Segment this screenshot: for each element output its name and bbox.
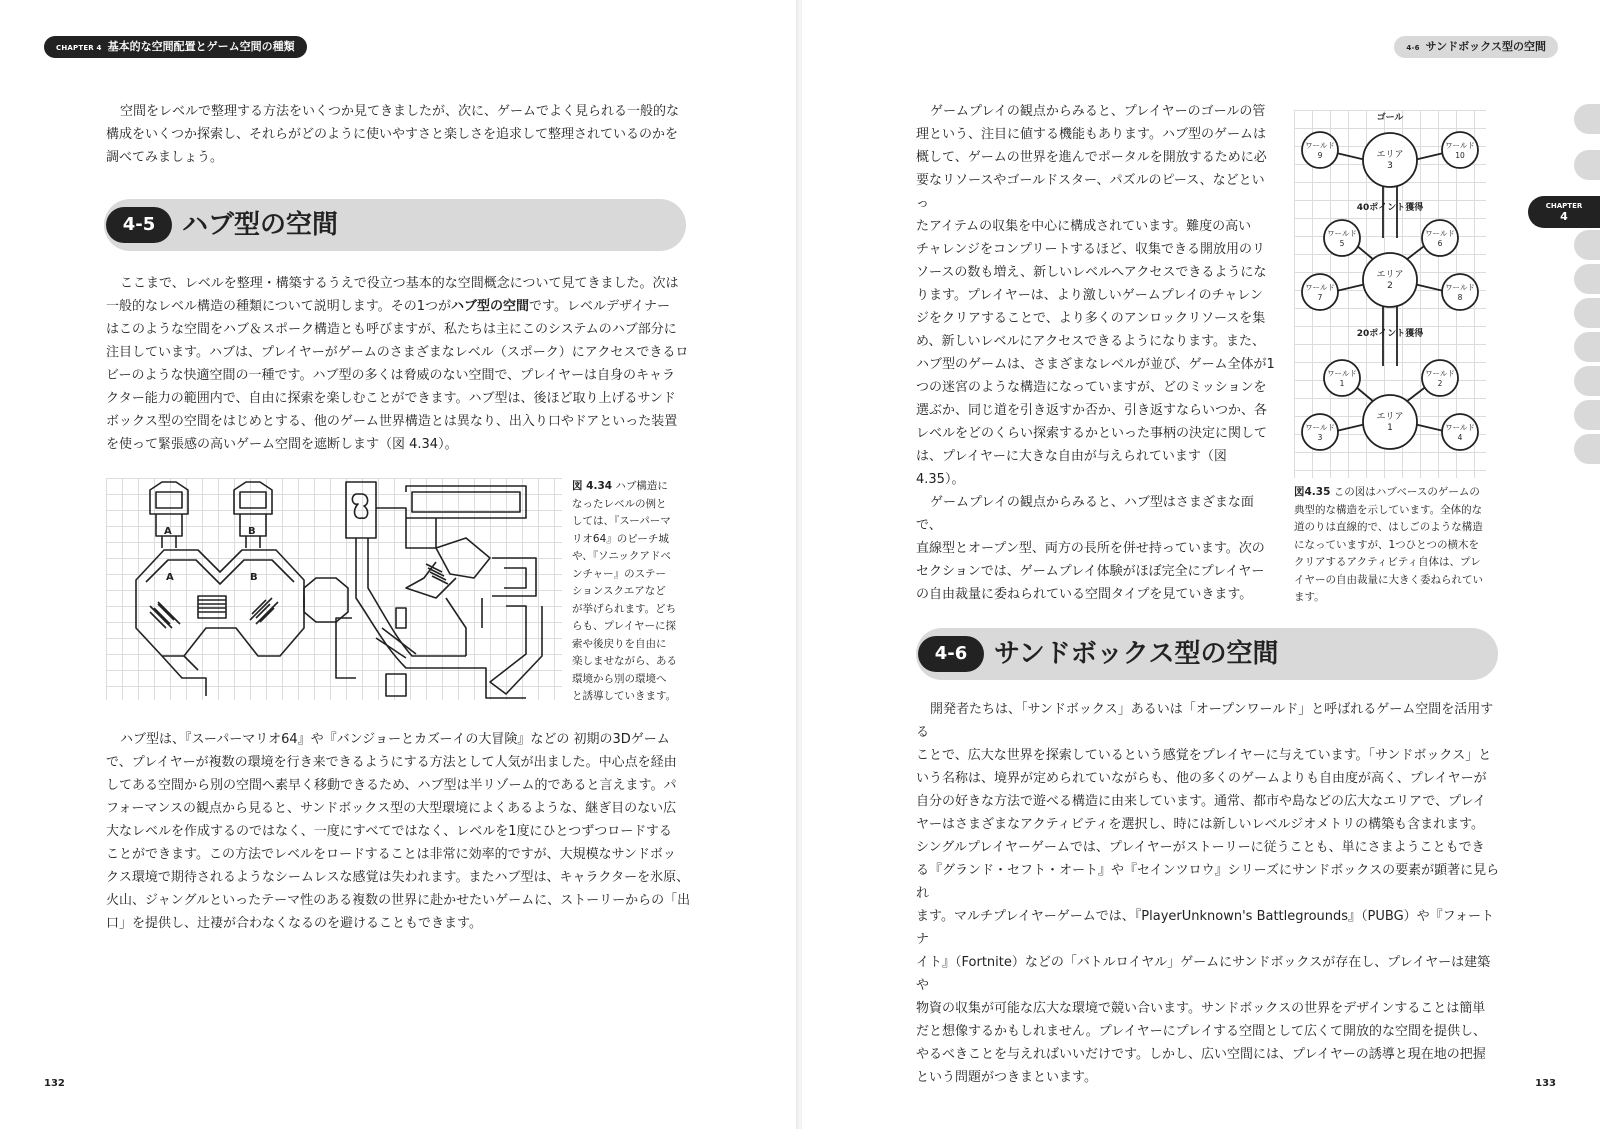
body-line: ヤーはさまざまなアクティビティを選択し、時には新しいレベルジオメトリの構築も含まれます。 [916, 817, 1485, 832]
world-label: ワールド [1327, 229, 1357, 238]
world-number: 6 [1437, 239, 1443, 248]
body-line: ことで、広大な世界を探索しているという感覚をプレイヤーに与えています。「サンドボックス」と [916, 748, 1492, 763]
thumb-tab-number: 4 [1560, 210, 1568, 223]
world-number: 8 [1457, 293, 1463, 302]
mark-a-top: A [164, 526, 172, 537]
caption-line: なったレベルの例と [572, 497, 667, 510]
body-line: ここまで、レベルを整理・構築するうえで役立つ基本的な空間概念について見てきました。次は [120, 276, 679, 291]
body-line: 直線型とオープン型、両方の長所を併せ持っています。次の [916, 541, 1265, 556]
mark-b-top: B [248, 526, 256, 537]
body-line: の自由裁量に委ねられている空間タイプを見ていきます。 [916, 587, 1253, 602]
body-text: 一般的なレベル構造の種類について説明します。その1つが [106, 299, 451, 314]
body-line: ます。マルチプレイヤーゲームでは、『PlayerUnknown's Battlegrounds』（PUBG）や『フォートナ [916, 909, 1494, 947]
body-text: です。レベルデザイナー [529, 299, 671, 314]
world-label: ワールド [1327, 369, 1357, 378]
world-label: ワールド [1425, 369, 1455, 378]
thumb-tab [1574, 400, 1600, 430]
chapter-header-label: CHAPTER 4 [56, 44, 102, 52]
caption-line: ます。 [1294, 591, 1325, 603]
caption-line: リオ64』のピーチ城 [572, 532, 669, 545]
area-number: 2 [1387, 281, 1393, 291]
caption-line: 索や後戻りを自由に [572, 637, 667, 650]
area-label: エリア [1376, 150, 1404, 160]
caption-line: になっていますが、1つひとつの横木を [1294, 538, 1479, 551]
body-line: クター能力の範囲内で、自由に探索を楽しむことができます。ハブ型は、後ほど取り上げるサンド [106, 391, 676, 406]
intro-line: 空間をレベルで整理する方法をいくつか見てきましたが、次に、ゲームでよく見られる一般的な [120, 104, 680, 119]
section-heading-4-5 [104, 199, 686, 251]
thumb-tab [1574, 230, 1600, 260]
world-label: ワールド [1305, 423, 1335, 432]
thumb-tab [1574, 366, 1600, 396]
body-line: クス環境で期待されるようなシームレスな感覚は失われます。またハブ型は、キャラクターを氷原、 [106, 870, 690, 885]
thumb-tab [1574, 264, 1600, 294]
body-line: シングルプレイヤーゲームでは、プレイヤーがストーリーに従うことも、単にさまようこともでき [916, 840, 1485, 855]
caption-label: 図4.35 [1294, 486, 1331, 498]
caption-line [1294, 484, 1490, 502]
intro-paragraph [106, 100, 692, 169]
body-line: 開発者たちは、「サンドボックス」あるいは「オープンワールド」と呼ばれるゲーム空間を活用する [916, 702, 1494, 740]
caption-line: イヤーの自由裁量に大きく委ねられてい [1294, 573, 1483, 586]
body-line: 大なレベルを作成するのではなく、一度にすべてではなく、レベルを1度にひとつずつロードする [106, 824, 672, 839]
section-heading-4-6 [916, 628, 1498, 680]
thumb-tab-chapter-4 [1528, 196, 1600, 228]
right-page [802, 0, 1600, 1129]
sandbox-body-paragraph [916, 698, 1502, 1089]
section-title: サンドボックス型の空間 [994, 639, 1279, 669]
caption-line: が挙げられます。どち [572, 602, 677, 615]
mark-a-room: A [166, 572, 174, 583]
area-label: エリア [1376, 270, 1404, 280]
body-line: ボックス型の空間をはじめとする、他のゲーム世界構造とは異なり、出入り口やドアといった装置 [106, 414, 678, 429]
body-line: は、プレイヤーに大きな自由が与えられています（図 4.35）。 [916, 449, 1227, 487]
caption-line: 道のりは直線的で、はしごのような構造 [1294, 521, 1483, 533]
body-line: 選ぶか、同じ道を引き返すか否か、引き返すならいつか、各 [916, 403, 1268, 418]
body-line: つの迷宮のような構造になっていますが、どのミッションを [916, 380, 1267, 395]
area-number: 1 [1387, 423, 1393, 433]
thumb-tab [1574, 434, 1600, 464]
body-line: 口」を提供し、辻褄が合わなくなるのを避けることもできます。 [106, 916, 482, 931]
goal-label: ゴール [1376, 113, 1404, 123]
world-number: 9 [1317, 151, 1323, 160]
body-line: ことができます。この方法でレベルをロードすることは非常に効率的ですが、大規模なサンドボッ [106, 847, 676, 862]
figure-4-35-hub-diagram [1294, 110, 1486, 478]
left-page [0, 0, 798, 1129]
caption-line: ションスクエアなど [572, 585, 666, 597]
body-line: ハブ型のゲームは、さまざまなレベルが並び、ゲーム全体が1 [916, 357, 1275, 372]
caption-label: 図 4.34 [572, 480, 613, 492]
hub-level-drawing [106, 478, 562, 700]
world-label: ワールド [1445, 283, 1475, 292]
figure-4-34-caption [572, 478, 692, 706]
body-line: 理という、注目に値する機能もあります。ハブ型のゲームは [916, 127, 1266, 142]
thumb-tab [1574, 332, 1600, 362]
caption-line: 環境から別の環境へ [572, 672, 667, 685]
world-label: ワールド [1425, 229, 1455, 238]
caption-text: ハブ構造に [615, 480, 668, 492]
caption-line: しては、『スーパーマ [572, 515, 671, 527]
caption-line: クリアするアクティビティ自体は、プレ [1294, 556, 1481, 568]
section-number: 4-6 [918, 636, 984, 672]
term-hub-space: ハブ型の空間 [450, 299, 529, 314]
thumb-tab [1574, 150, 1600, 180]
body-line: やるべきことを与えればいいだけです。しかし、広い空間には、プレイヤーの誘導と現在地の把握 [916, 1047, 1486, 1062]
world-label: ワールド [1445, 141, 1475, 150]
hub-body-paragraph-1 [106, 272, 692, 456]
body-line: ビーのような快適空間の一種です。ハブ型の多くは脅威のない空間で、プレイヤーは自身のキャラ [106, 368, 676, 383]
points-40-label: 40ポイント獲得 [1356, 203, 1424, 213]
thumb-tab [1574, 298, 1600, 328]
body-line: 要なリソースやゴールドスター、パズルのピース、などといっ [916, 173, 1265, 211]
world-number: 4 [1457, 433, 1463, 442]
body-line: 物資の収集が可能な広大な環境で競い合います。サンドボックスの世界をデザインすることは簡単 [916, 1001, 1486, 1016]
body-line [106, 295, 692, 318]
world-label: ワールド [1305, 283, 1335, 292]
thumb-tab [1574, 104, 1600, 134]
body-line: ゲームプレイの観点からみると、ハブ型はさまざまな面で、 [916, 495, 1254, 533]
body-line: ジをクリアすることで、より多くのアンロックリソースを集 [916, 311, 1266, 326]
area-number: 3 [1387, 161, 1393, 171]
world-number: 1 [1339, 379, 1345, 388]
section-header-num: 4-6 [1406, 44, 1420, 52]
mark-b-room: B [250, 572, 258, 583]
section-number: 4-5 [106, 207, 172, 243]
body-line: してある空間から別の空間へ素早く移動できるため、ハブ型は半リゾーム的であると言えます。パ [106, 778, 677, 793]
body-line: 火山、ジャングルといったテーマ性のある複数の世界に赴かせたいゲームに、ストーリーからの「出 [106, 893, 691, 908]
body-line: セクションでは、ゲームプレイ体験がほぼ完全にプレイヤー [916, 564, 1265, 579]
caption-line: ンチャー』のステー [572, 567, 666, 580]
world-label: ワールド [1445, 423, 1475, 432]
caption-text: この図はハブベースのゲームの [1333, 486, 1480, 498]
body-line: を使って緊張感の高いゲーム空間を遮断します（図 4.34）。 [106, 437, 458, 452]
world-number: 3 [1317, 433, 1323, 442]
body-line: イト』（Fortnite）などの「バトルロイヤル」ゲームにサンドボックスが存在し、プレイヤーは建築や [916, 955, 1491, 993]
body-line: ります。プレイヤーは、より激しいゲームプレイのチャレン [916, 288, 1263, 303]
body-line: いう名称は、境界が定められていながらも、他の多くのゲームよりも自由度が高く、プレイヤーが [916, 771, 1487, 786]
caption-line: や、『ソニックアドベ [572, 550, 671, 562]
body-line: 注目しています。ハブは、プレイヤーがゲームのさまざまなレベル（スポーク）にアクセスできるロ [106, 345, 689, 360]
body-line: 自分の好きな方法で遊べる構造に由来しています。通常、都市や島などの広大なエリアで、プレイ [916, 794, 1486, 809]
page-number-left: 132 [44, 1078, 65, 1089]
section-header-pill [1394, 36, 1558, 58]
body-line: ハブ型は、『スーパーマリオ64』や『バンジョーとカズーイの大冒険』などの 初期の3Dゲーム [120, 732, 670, 747]
body-line: 概して、ゲームの世界を進んでポータルを開放するために必 [916, 150, 1267, 165]
body-line: ゲームプレイの観点からみると、プレイヤーのゴールの管 [930, 104, 1266, 119]
body-line: という問題がつきまといます。 [916, 1070, 1097, 1085]
caption-line: 楽しませながら、ある [572, 655, 677, 667]
body-line: はこのような空間をハブ＆スポーク構造とも呼びますが、私たちは主にこのシステムのハブ部分に [106, 322, 677, 337]
chapter-thumb-tabs [1520, 104, 1600, 484]
world-number: 10 [1455, 151, 1465, 160]
caption-line: 典型的な構造を示しています。全体的な [1294, 503, 1483, 516]
world-label: ワールド [1305, 141, 1335, 150]
body-line: で、プレイヤーが複数の環境を行き来できるようにする方法として人気が出ました。中心点を経由 [106, 755, 677, 770]
hub-body-paragraph-2 [106, 728, 694, 935]
thumb-tab-label: CHAPTER [1545, 202, 1583, 210]
body-line: る『グランド・セフト・オート』や『セインツロウ』シリーズにサンドボックスの要素が顕著に見られ [916, 863, 1500, 901]
body-line: チャレンジをコンプリートするほど、収集できる開放用のリ [916, 242, 1266, 257]
figure-4-34-hub-level-sketch [106, 478, 562, 700]
section-header-title: サンドボックス型の空間 [1425, 40, 1546, 53]
intro-line: 調べてみましょう。 [106, 150, 224, 165]
points-20-label: 20ポイント獲得 [1356, 329, 1424, 339]
world-number: 2 [1437, 379, 1443, 388]
hub-gameplay-paragraph [916, 100, 1276, 606]
figure-4-35-caption [1294, 484, 1490, 607]
world-number: 5 [1339, 239, 1345, 248]
caption-line: らも、プレイヤーに探 [572, 620, 677, 632]
body-line: フォーマンスの観点から見ると、サンドボックス型の大型環境によくあるような、継ぎ目のない広 [106, 801, 677, 816]
hub-structure-diagram [1294, 110, 1486, 478]
chapter-header [44, 36, 307, 58]
body-line: たアイテムの収集を中心に構成されています。難度の高い [916, 219, 1252, 234]
world-number: 7 [1317, 293, 1323, 302]
page-number-right: 133 [1535, 1078, 1556, 1089]
body-line: め、新しいレベルにアクセスできるようになります。また、 [916, 334, 1266, 349]
caption-line [572, 478, 692, 496]
section-title: ハブ型の空間 [182, 210, 339, 240]
body-line: レベルをどのくらい探索するかといった事柄の決定に関して [916, 426, 1268, 441]
chapter-header-title: 基本的な空間配置とゲーム空間の種類 [107, 40, 295, 53]
caption-line: と誘導していきます。 [572, 690, 677, 702]
area-label: エリア [1376, 412, 1404, 422]
body-line: ソースの数も増え、新しいレベルへアクセスできるようにな [916, 265, 1267, 280]
intro-line: 構成をいくつか探索し、それらがどのように使いやすさと楽しさを追求して整理されているのかを [106, 127, 679, 142]
body-line: だと想像するかもしれません。プレイヤーにプレイする空間として広くて開放的な空間を提供し、 [916, 1024, 1487, 1039]
